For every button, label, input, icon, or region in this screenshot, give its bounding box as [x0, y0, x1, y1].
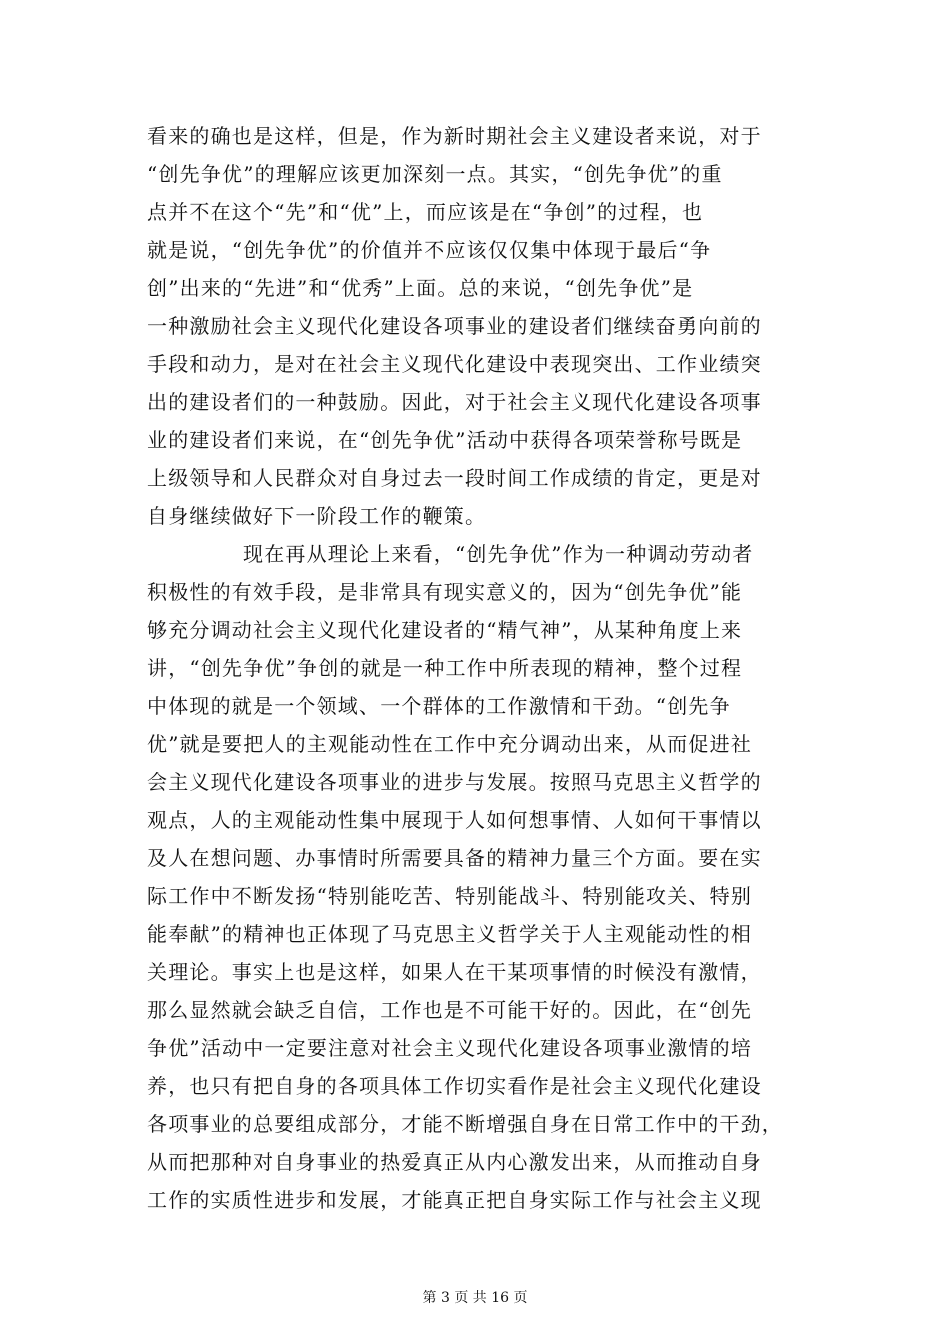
text-line: 工作的实质性进步和发展，才能真正把自身实际工作与社会主义现: [147, 1188, 762, 1212]
text-line: 养，也只有把自身的各项具体工作切实看作是社会主义现代化建设: [147, 1074, 762, 1098]
text-line: 能奉献”的精神也正体现了马克思主义哲学关于人主观能动性的相: [147, 922, 753, 946]
text-line: 出的建设者们的一种鼓励。因此，对于社会主义现代化建设各项事: [147, 390, 762, 414]
text-line: 各项事业的总要组成部分，才能不断增强自身在日常工作中的干劲，: [147, 1112, 783, 1136]
text-line: 一种激励社会主义现代化建设各项事业的建设者们继续奋勇向前的: [147, 314, 762, 338]
text-line: 够充分调动社会主义现代化建设者的“精气神”，从某种角度上来: [147, 618, 743, 642]
footer-prefix: 第: [422, 1290, 437, 1306]
footer-suffix: 页: [513, 1290, 528, 1306]
text-line: 那么显然就会缺乏自信，工作也是不可能干好的。因此，在“创先: [147, 998, 753, 1022]
text-line: “创先争优”的理解应该更加深刻一点。其实，“创先争优”的重: [147, 162, 723, 186]
text-line: 业的建设者们来说，在“创先争优”活动中获得各项荣誉称号既是: [147, 428, 743, 452]
text-line: 及人在想问题、办事情时所需要具备的精神力量三个方面。要在实: [147, 846, 762, 870]
text-line: 点并不在这个“先”和“优”上，而应该是在“争创”的过程，也: [147, 200, 704, 224]
text-line: 会主义现代化建设各项事业的进步与发展。按照马克思主义哲学的: [147, 770, 762, 794]
current-page-number: 3: [440, 1290, 450, 1306]
text-line: 际工作中不断发扬“特别能吃苦、特别能战斗、特别能攻关、特别: [147, 884, 753, 908]
footer-middle: 页 共: [454, 1290, 487, 1306]
total-page-count: 16: [491, 1290, 510, 1306]
text-line: 优”就是要把人的主观能动性在工作中充分调动出来，从而促进社: [147, 732, 753, 756]
text-line: 中体现的就是一个领域、一个群体的工作激情和干劲。“创先争: [147, 694, 731, 718]
text-line: 积极性的有效手段，是非常具有现实意义的，因为“创先争优”能: [147, 580, 743, 604]
page-footer: [0, 1287, 950, 1307]
body-text: [147, 117, 817, 1219]
paragraph-1: [147, 117, 817, 535]
text-line: 观点，人的主观能动性集中展现于人如何想事情、人如何干事情以: [147, 808, 762, 832]
text-line: 就是说，“创先争优”的价值并不应该仅仅集中体现于最后“争: [147, 238, 712, 262]
text-line: 关理论。事实上也是这样，如果人在干某项事情的时候没有激情，: [147, 960, 762, 984]
paragraph-2: [147, 535, 817, 1219]
text-line: 现在再从理论上来看，“创先争优”作为一种调动劳动者: [243, 542, 754, 566]
text-line: 自身继续做好下一阶段工作的鞭策。: [147, 504, 487, 528]
text-line: 上级领导和人民群众对自身过去一段时间工作成绩的肯定，更是对: [147, 466, 762, 490]
text-line: 讲，“创先争优”争创的就是一种工作中所表现的精神，整个过程: [147, 656, 743, 680]
text-line: 看来的确也是这样，但是，作为新时期社会主义建设者来说，对于: [147, 124, 762, 148]
text-line: 从而把那种对自身事业的热爱真正从内心激发出来，从而推动自身: [147, 1150, 762, 1174]
text-line: 创”出来的“先进”和“优秀”上面。总的来说，“创先争优”是: [147, 276, 694, 300]
text-line: 手段和动力，是对在社会主义现代化建设中表现突出、工作业绩突: [147, 352, 762, 376]
text-line: 争优”活动中一定要注意对社会主义现代化建设各项事业激情的培: [147, 1036, 753, 1060]
